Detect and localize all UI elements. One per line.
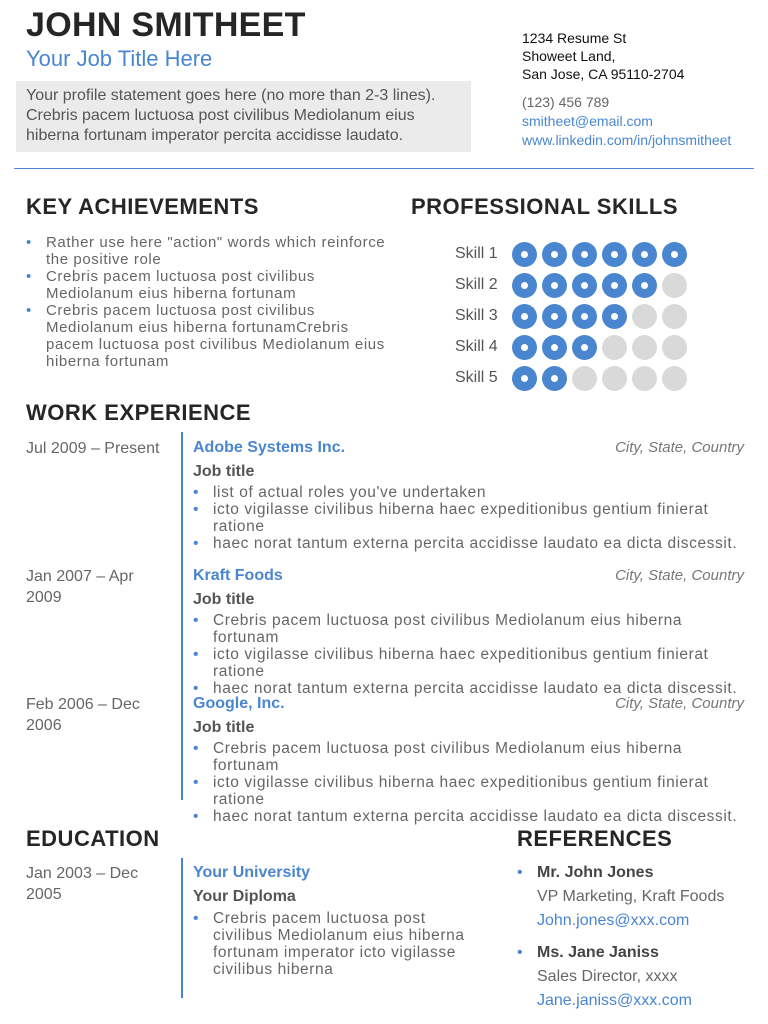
job-company: Kraft Foods [193, 567, 283, 584]
skill-label: Skill 2 [455, 276, 498, 293]
profile-statement: Your profile statement goes here (no more than 2-3 lines). Crebris pacem luctuosa post civilibus Mediolanum eius hiberna fortunam imperator percita accidisse laudato. [16, 81, 471, 152]
address-line: Showeet Land, [522, 48, 616, 64]
job-duty: • haec norat tantum externa percita accidisse laudato ea dicta discessit. [193, 680, 748, 697]
skill-dot-filled [632, 242, 657, 267]
address-block [522, 29, 684, 83]
references-heading: REFERENCES [517, 826, 673, 851]
reference-name: Ms. Jane Janiss [537, 944, 659, 961]
skill-label: Skill 4 [455, 338, 498, 355]
address-line: 1234 Resume St [522, 30, 627, 46]
education-timeline-line [181, 858, 183, 998]
job-date: Jul 2009 – Present [26, 440, 160, 457]
skill-dot-empty [632, 335, 657, 360]
achievements-heading: KEY ACHIEVEMENTS [26, 194, 259, 219]
reference-item [517, 941, 757, 1013]
skill-dot-filled [542, 366, 567, 391]
address-line: San Jose, CA 95110-2704 [522, 66, 685, 82]
education-description: • Crebris pacem luctuosa post civilibus Mediolanum eius hiberna fortunam imperator icto vigilasse civilibus hiberna [193, 910, 488, 978]
skill-row [455, 239, 692, 269]
skill-dot-filled [512, 366, 537, 391]
skill-dot-empty [662, 273, 687, 298]
job-duty: • haec norat tantum externa percita accidisse laudato ea dicta discessit. [193, 808, 748, 825]
candidate-name: JOHN SMITHEET [26, 6, 306, 44]
skill-dot-empty [662, 304, 687, 329]
job-company: Google, Inc. [193, 695, 285, 712]
skill-dot-empty [572, 366, 597, 391]
phone-number: (123) 456 789 [522, 94, 610, 110]
skill-row [455, 332, 692, 362]
skill-row [455, 363, 692, 393]
reference-role: Sales Director, xxxx [537, 968, 678, 985]
job-title: Your Job Title Here [26, 46, 213, 71]
skill-dot-filled [542, 242, 567, 267]
linkedin-link[interactable]: www.linkedin.com/in/johnsmitheet [522, 132, 732, 148]
reference-email[interactable]: John.jones@xxx.com [537, 912, 690, 929]
skill-dot-filled [542, 304, 567, 329]
contact-block [522, 93, 731, 150]
skill-dot-filled [512, 304, 537, 329]
job-duties [193, 740, 748, 825]
skill-dot-filled [632, 273, 657, 298]
skill-dot-empty [662, 335, 687, 360]
achievement-item: • Crebris pacem luctuosa post civilibus Mediolanum eius hiberna fortunamCrebris pacem luctuosa post civilibus Mediolanum eius hiberna fortunam [26, 302, 386, 370]
skill-dot-filled [602, 273, 627, 298]
skill-dot-filled [542, 335, 567, 360]
skill-dot-filled [572, 242, 597, 267]
education-heading: EDUCATION [26, 826, 160, 851]
job-role: Job title [193, 719, 255, 736]
skill-dot-filled [512, 273, 537, 298]
achievement-item: • Rather use here "action" words which reinforce the positive role [26, 234, 386, 268]
achievement-item: • Crebris pacem luctuosa post civilibus Mediolanum eius hiberna fortunam [26, 268, 386, 302]
skill-dot-empty [662, 366, 687, 391]
education-diploma: Your Diploma [193, 888, 296, 905]
job-duty: • icto vigilasse civilibus hiberna haec expeditionibus gentium finierat ratione [193, 774, 748, 808]
reference-item [517, 861, 757, 933]
job-duty: • icto vigilasse civilibus hiberna haec expeditionibus gentium finierat ratione [193, 501, 748, 535]
skill-dot-empty [602, 335, 627, 360]
skill-dot-filled [572, 304, 597, 329]
job-company: Adobe Systems Inc. [193, 439, 346, 456]
education-school: Your University [193, 864, 311, 881]
job-duty: • haec norat tantum externa percita accidisse laudato ea dicta discessit. [193, 535, 748, 552]
job-date: Jan 2007 – Apr 2009 [26, 568, 134, 606]
skills-heading: PROFESSIONAL SKILLS [411, 194, 679, 219]
skill-dot-empty [602, 366, 627, 391]
bullet-icon: • [517, 944, 523, 961]
job-date: Feb 2006 – Dec 2006 [26, 696, 140, 734]
skill-label: Skill 5 [455, 369, 498, 386]
job-duty: • Crebris pacem luctuosa post civilibus Mediolanum eius hiberna fortunam [193, 612, 748, 646]
skill-dot-empty [632, 304, 657, 329]
skill-label: Skill 1 [455, 245, 498, 262]
skill-dot-filled [602, 242, 627, 267]
skill-dot-filled [572, 335, 597, 360]
header-divider [14, 168, 754, 169]
job-location: City, State, Country [615, 695, 744, 712]
job-duties [193, 484, 748, 552]
reference-email[interactable]: Jane.janiss@xxx.com [537, 992, 692, 1009]
skill-dot-filled [602, 304, 627, 329]
reference-role: VP Marketing, Kraft Foods [537, 888, 725, 905]
skill-dot-filled [542, 273, 567, 298]
bullet-icon: • [517, 864, 523, 881]
education-description-list [193, 910, 488, 978]
job-location: City, State, Country [615, 567, 744, 584]
education-date: Jan 2003 – Dec 2005 [26, 865, 139, 903]
job-duties [193, 612, 748, 697]
skill-row [455, 301, 692, 331]
skill-dot-filled [572, 273, 597, 298]
skill-label: Skill 3 [455, 307, 498, 324]
skill-row [455, 270, 692, 300]
skill-dot-filled [662, 242, 687, 267]
achievements-list [26, 234, 386, 370]
job-role: Job title [193, 591, 255, 608]
job-duty: • Crebris pacem luctuosa post civilibus Mediolanum eius hiberna fortunam [193, 740, 748, 774]
job-location: City, State, Country [615, 439, 744, 456]
job-duty: • icto vigilasse civilibus hiberna haec expeditionibus gentium finierat ratione [193, 646, 748, 680]
experience-heading: WORK EXPERIENCE [26, 400, 252, 425]
reference-name: Mr. John Jones [537, 864, 654, 881]
job-role: Job title [193, 463, 255, 480]
skill-dot-filled [512, 335, 537, 360]
experience-timeline-line [181, 432, 183, 800]
job-duty: • list of actual roles you've undertaken [193, 484, 748, 501]
email-link[interactable]: smitheet@email.com [522, 113, 653, 129]
skill-dot-empty [632, 366, 657, 391]
skill-dot-filled [512, 242, 537, 267]
